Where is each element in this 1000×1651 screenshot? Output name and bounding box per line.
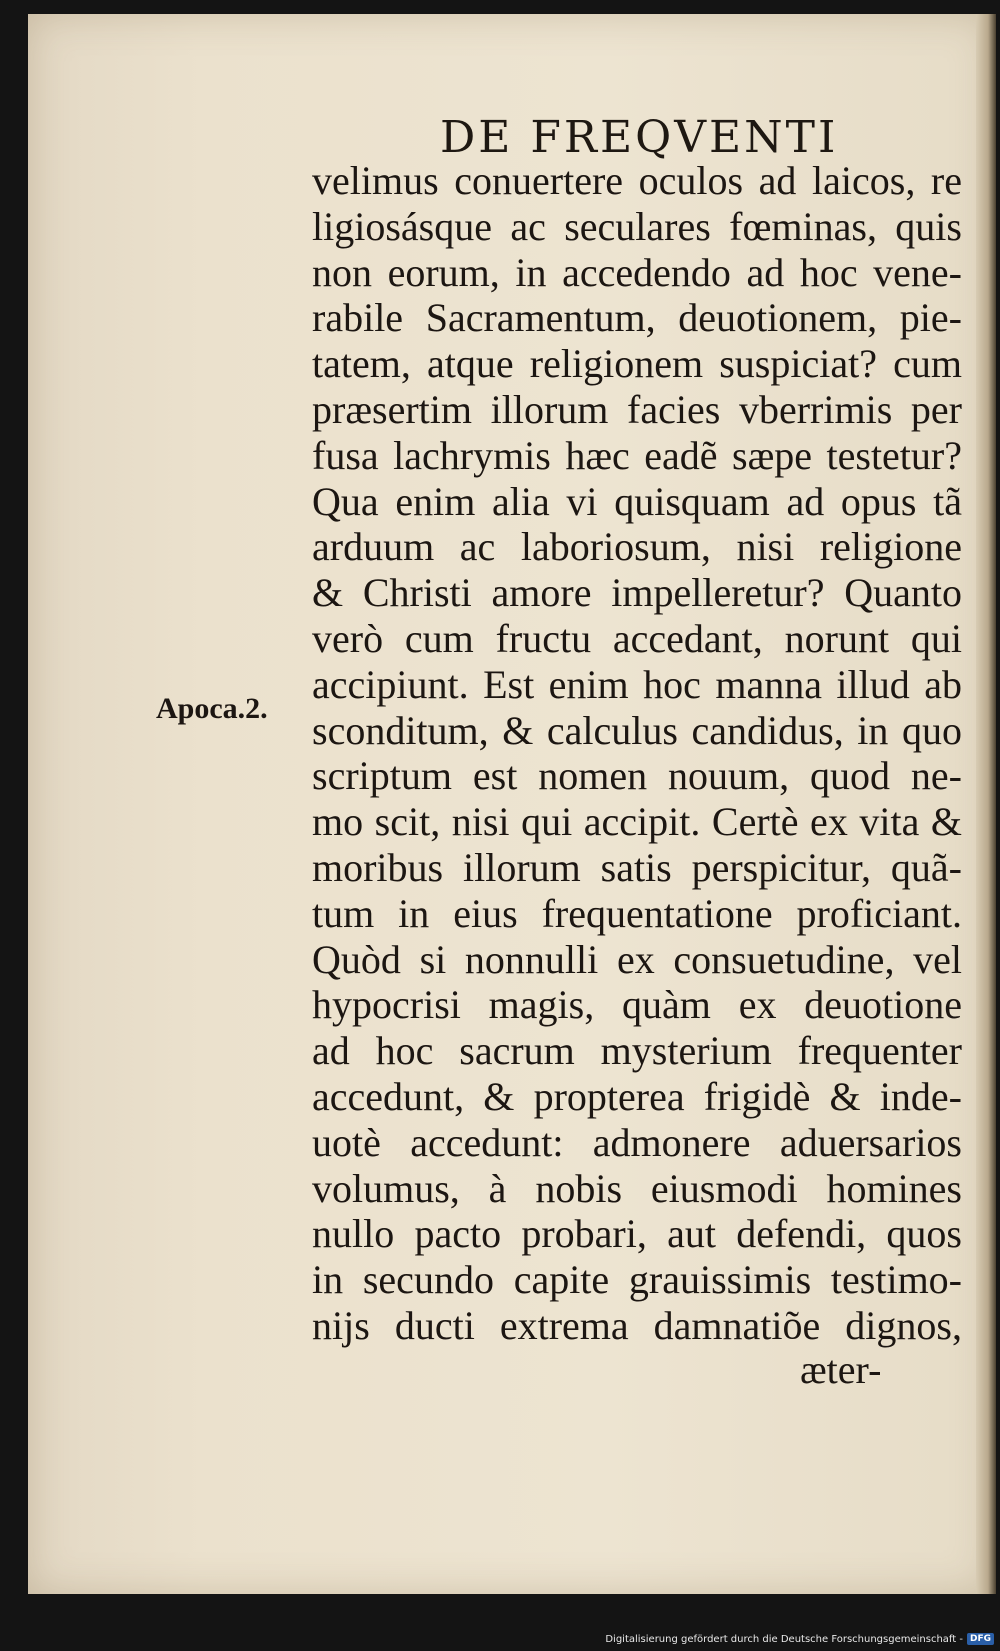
text-line: fusa lachrymis hæc eadẽ sæpe testetur? (312, 432, 962, 478)
footer-text: Digitalisierung gefördert durch die Deutsche Forschungsgemeinschaft - (605, 1633, 963, 1645)
text-line: Quòd si nonnulli ex consuetudine, vel (312, 936, 962, 982)
text-line: ligiosásque ac seculares fœminas, quis (312, 203, 962, 249)
text-line: præsertim illorum facies vberrimis per (312, 386, 962, 432)
text-line: ad hoc sacrum mysterium frequenter (312, 1028, 962, 1074)
text-line: moribus illorum satis perspicitur, quã- (312, 844, 962, 890)
footer-credit (605, 1631, 994, 1647)
text-line: rabile Sacramentum, deuotionem, pie- (312, 295, 962, 341)
marginal-note: Apoca.2. (156, 692, 268, 725)
dfg-logo-icon: DFG (967, 1633, 994, 1645)
text-line: hypocrisi magis, quàm ex deuotione (312, 982, 962, 1028)
text-line: in secundo capite grauissimis testimo- (312, 1257, 962, 1303)
text-line: uotè accedunt: admonere aduersarios (312, 1119, 962, 1165)
catchword: æter- (800, 1347, 882, 1392)
text-line: non eorum, in accedendo ad hoc vene- (312, 249, 962, 295)
text-line: mo scit, nisi qui accipit. Certè ex vita & (312, 799, 962, 845)
text-line: & Christi amore impelleretur? Quanto (312, 570, 962, 616)
text-line: nullo pacto probari, aut defendi, quos (312, 1211, 962, 1257)
text-line: accedunt, & propterea frigidè & inde- (312, 1073, 962, 1119)
text-line: sconditum, & calculus candidus, in quo (312, 707, 962, 753)
text-line: velimus conuertere oculos ad laicos, re (312, 158, 962, 203)
text-line: nijs ducti extrema damnatiõe dignos, (312, 1302, 962, 1348)
page-edge (976, 14, 996, 1594)
text-line: tum in eius frequentatione proficiant. (312, 890, 962, 936)
text-line: verò cum fructu accedant, norunt qui (312, 615, 962, 661)
text-line: arduum ac laboriosum, nisi religione (312, 524, 962, 570)
text-line: Qua enim alia vi quisquam ad opus tã (312, 478, 962, 524)
text-line: tatem, atque religionem suspiciat? cum (312, 341, 962, 387)
running-head: DE FREQVENTI (440, 112, 839, 163)
text-line: accipiunt. Est enim hoc manna illud ab (312, 661, 962, 707)
text-line: volumus, à nobis eiusmodi homines (312, 1165, 962, 1211)
text-line: scriptum est nomen nouum, quod ne- (312, 753, 962, 799)
body-text (312, 158, 962, 1349)
